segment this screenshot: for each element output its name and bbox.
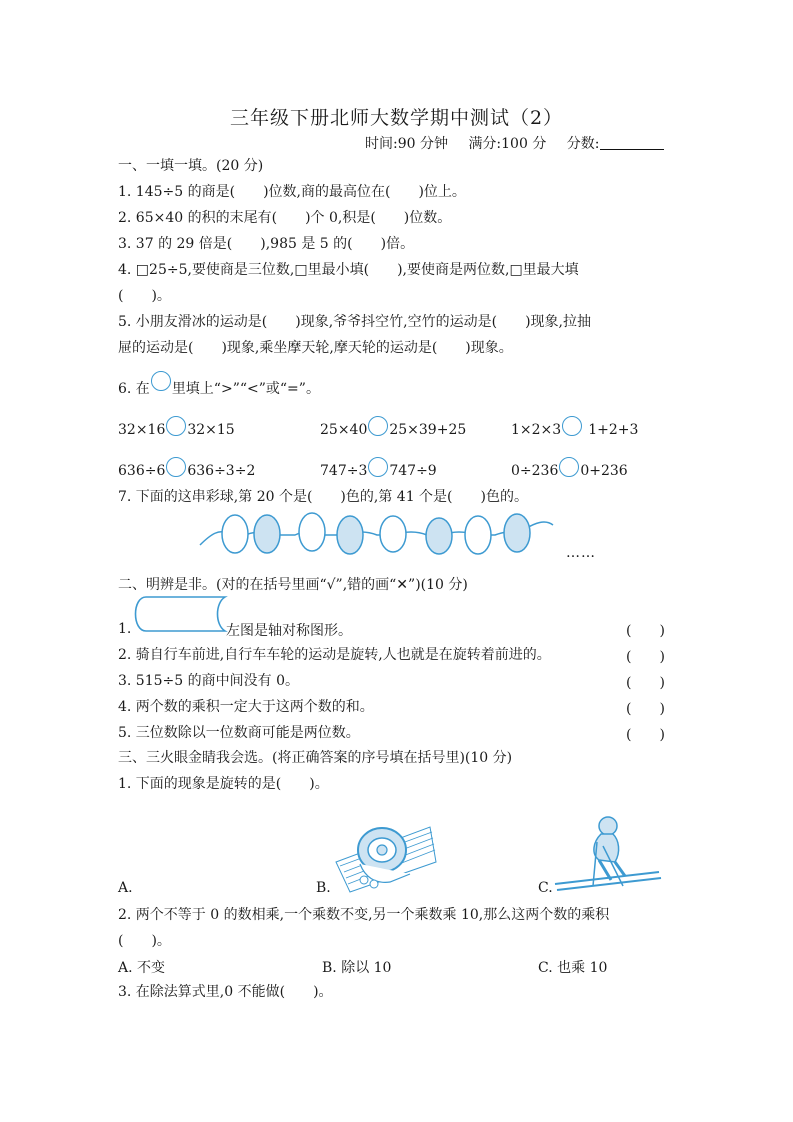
- compare-item-5: [320, 457, 437, 479]
- answer-paren[interactable]: ( ): [626, 649, 665, 665]
- compare-item-1: [118, 416, 235, 438]
- score-label: 分数:: [566, 136, 600, 152]
- compare-left: 25×40: [320, 422, 368, 438]
- ball-blue-1: [254, 515, 280, 553]
- compare-circle[interactable]: [559, 457, 579, 477]
- s1-q1: 1. 145÷5 的商是( )位数,商的最高位在( )位上。: [118, 184, 466, 200]
- s3-q1-option-c[interactable]: C.: [538, 880, 553, 896]
- s1-q5-line2: 屉的运动是( )现象,乘坐摩天轮,摩天轮的运动是( )现象。: [118, 340, 513, 356]
- steering-wheel-image: [330, 822, 440, 894]
- answer-paren[interactable]: ( ): [626, 675, 665, 691]
- s2-q5: 5. 三位数除以一位数商可能是两位数。: [118, 725, 360, 741]
- skier-image: [553, 812, 663, 892]
- s3-q2-line2: ( )。: [118, 933, 171, 949]
- compare-circle[interactable]: [368, 416, 388, 436]
- s1-q4-line2: ( )。: [118, 288, 171, 304]
- ball-white-3: [380, 516, 406, 552]
- score-blank[interactable]: [600, 135, 664, 150]
- compare-right: 1+2+3: [588, 422, 639, 438]
- compare-right: 32×15: [187, 422, 235, 438]
- compare-circle[interactable]: [368, 457, 388, 477]
- ellipsis: ……: [566, 545, 596, 561]
- ball-white-4: [465, 516, 491, 554]
- s2-q2: 2. 骑自行车前进,自行车车轮的运动是旋转,人也就是在旋转着前进的。: [118, 647, 551, 663]
- compare-left: 747÷3: [320, 463, 368, 479]
- answer-paren[interactable]: ( ): [626, 701, 665, 717]
- s1-q4-line1: 4. □25÷5,要使商是三位数,□里最小填( ),要使商是两位数,□里最大填: [118, 262, 579, 278]
- s1-q5-line1: 5. 小朋友滑冰的运动是( )现象,爷爷抖空竹,空竹的运动是( )现象,拉抽: [118, 314, 592, 330]
- compare-item-2: [320, 416, 466, 438]
- exam-meta: [365, 133, 680, 153]
- s1-q6-suffix: 里填上“>”“<”或“=”。: [171, 381, 320, 397]
- s3-q1: 1. 下面的现象是旋转的是( )。: [118, 776, 329, 792]
- ball-string-figure: [195, 505, 570, 557]
- ball-white-1: [222, 515, 248, 553]
- s3-q1-option-a[interactable]: A.: [118, 880, 133, 896]
- compare-right: 25×39+25: [389, 422, 467, 438]
- compare-item-6: [511, 457, 628, 479]
- ball-blue-2: [337, 516, 363, 554]
- compare-circle-icon: [151, 371, 171, 391]
- compare-right: 636÷3÷2: [187, 463, 256, 479]
- ball-white-2: [299, 513, 325, 551]
- s2-q1-text: 左图是轴对称图形。: [226, 623, 352, 639]
- compare-item-3: [511, 416, 638, 438]
- ball-blue-4: [504, 514, 530, 552]
- s3-q1-option-b[interactable]: B.: [316, 880, 331, 896]
- compare-right: 747÷9: [389, 463, 437, 479]
- compare-left: 1×2×3: [511, 422, 562, 438]
- u-shape-figure: [130, 595, 230, 633]
- section1-heading: 一、一填一填。(20 分): [118, 158, 264, 174]
- answer-paren[interactable]: ( ): [626, 727, 665, 743]
- compare-left: 0÷236: [511, 463, 559, 479]
- compare-circle[interactable]: [562, 416, 582, 436]
- s1-q3: 3. 37 的 29 倍是( ),985 是 5 的( )倍。: [118, 236, 415, 252]
- answer-paren[interactable]: ( ): [626, 623, 665, 639]
- compare-right: 0+236: [580, 463, 628, 479]
- s1-q7: 7. 下面的这串彩球,第 20 个是( )色的,第 41 个是( )色的。: [118, 489, 528, 505]
- compare-left: 636÷6: [118, 463, 166, 479]
- s1-q2: 2. 65×40 的积的末尾有( )个 0,积是( )位数。: [118, 210, 452, 226]
- s3-q3: 3. 在除法算式里,0 不能做( )。: [118, 984, 333, 1000]
- ball-blue-3: [426, 518, 452, 554]
- compare-item-4: [118, 457, 255, 479]
- s3-q2-line1: 2. 两个不等于 0 的数相乘,一个乘数不变,另一个乘数乘 10,那么这两个数的乘积: [118, 907, 610, 923]
- s2-q3: 3. 515÷5 的商中间没有 0。: [118, 673, 299, 689]
- compare-left: 32×16: [118, 422, 166, 438]
- section2-heading: 二、明辨是非。(对的在括号里画“√”,错的画“✕”)(10 分): [118, 577, 468, 593]
- s1-q6-prefix: 6. 在: [118, 381, 150, 397]
- s2-q1-number: 1.: [118, 621, 132, 637]
- section3-heading: 三、三火眼金睛我会选。(将正确答案的序号填在括号里)(10 分): [118, 750, 513, 766]
- full-score: 满分:100 分: [468, 136, 547, 152]
- compare-circle[interactable]: [166, 416, 186, 436]
- s3-q2-option-a[interactable]: A. 不变: [118, 960, 166, 976]
- compare-circle[interactable]: [166, 457, 186, 477]
- s2-q4: 4. 两个数的乘积一定大于这两个数的和。: [118, 699, 374, 715]
- s3-q2-option-c[interactable]: C. 也乘 10: [538, 960, 608, 976]
- s1-q6: [118, 371, 320, 398]
- time-limit: 时间:90 分钟: [365, 136, 448, 152]
- s3-q2-option-b[interactable]: B. 除以 10: [322, 960, 392, 976]
- page-title: 三年级下册北师大数学期中测试（2）: [229, 107, 564, 129]
